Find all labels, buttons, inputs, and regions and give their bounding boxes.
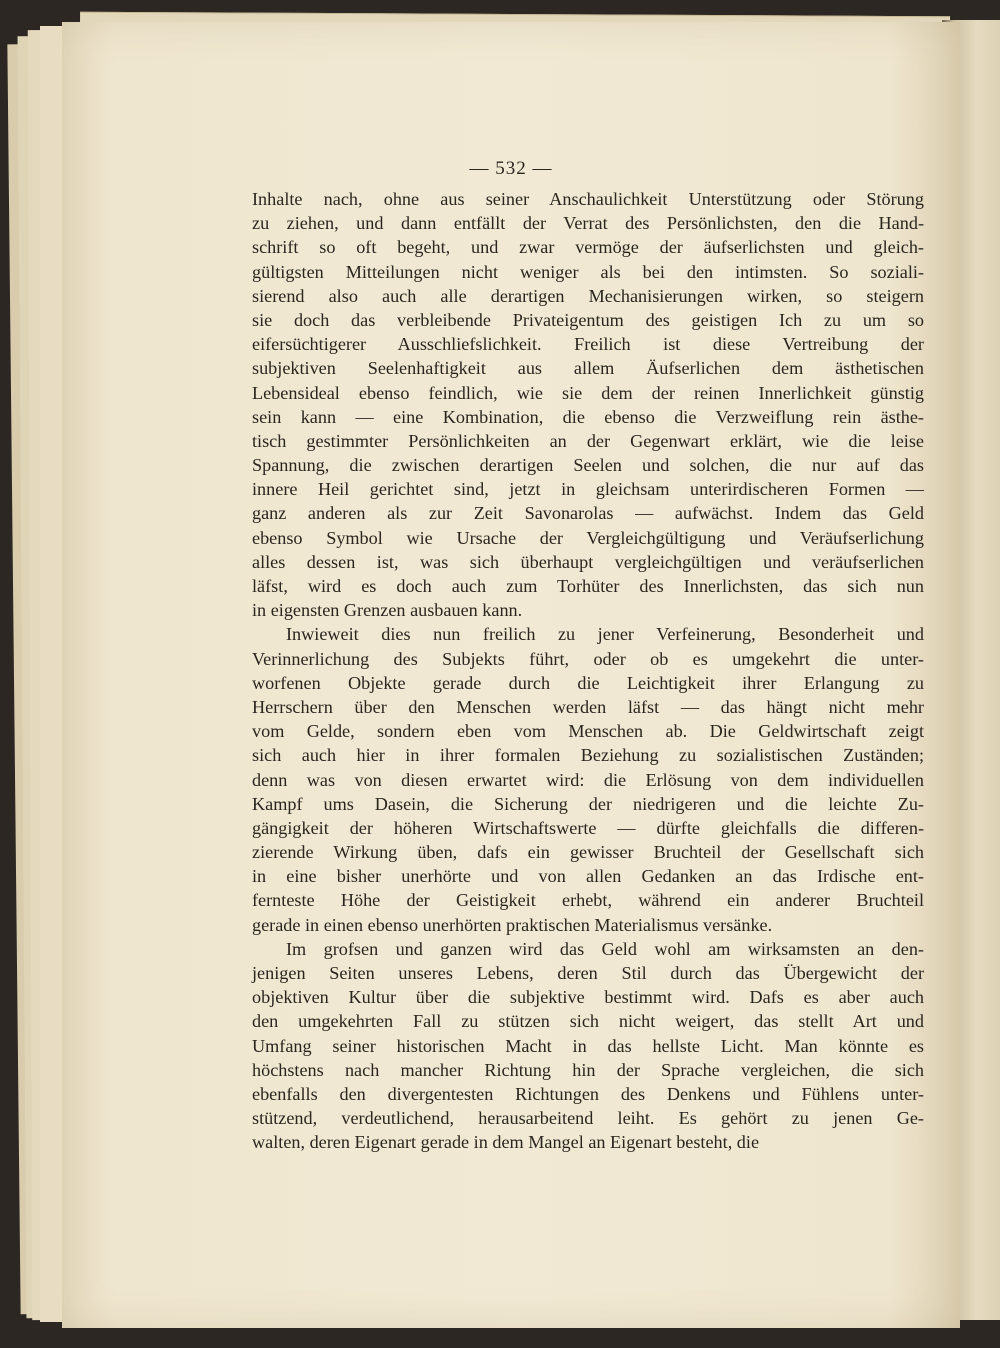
text-line: höchstens nach mancher Richtung hin der Sprache vergleichen, die sich — [252, 1059, 924, 1080]
text-line: ganz anderen als zur Zeit Savonarolas — aufwächst. Indem das Geld — [252, 503, 924, 524]
text-line: Inwieweit dies nun freilich zu jener Verfeinerung, Besonderheit und — [286, 624, 924, 645]
body-text — [252, 187, 924, 1155]
text-line: in eine bisher unerhörte und von allen Gedanken an das Irdische ent- — [252, 866, 924, 887]
text-line: ebenfalls den divergentesten Richtungen des Denkens und Fühlens unter- — [252, 1083, 924, 1104]
text-line: walten, deren Eigenart gerade in dem Mangel an Eigenart besteht, die — [252, 1132, 760, 1153]
text-line: in eigensten Grenzen ausbauen kann. — [252, 600, 523, 621]
paragraph — [252, 187, 924, 622]
text-line: gerade in einen ebenso unerhörten praktischen Materialismus versänke. — [252, 914, 773, 935]
text-line: Umfang seiner historischen Macht in das hellste Licht. Man könnte es — [252, 1035, 924, 1056]
text-line: jenigen Seiten unseres Lebens, deren Stil durch das Übergewicht der — [252, 963, 924, 983]
text-line: innere Heil gerichtet sind, jetzt in gleichsam unterirdischeren Formen — — [252, 479, 924, 500]
text-line: sierend also auch alle derartigen Mechanisierungen wirken, so steigern — [252, 285, 924, 306]
paragraph — [252, 937, 924, 1155]
text-line: sein kann — eine Kombination, die ebenso die Verzweiflung rein ästhe- — [252, 406, 924, 427]
text-line: Lebensideal ebenso feindlich, wie sie dem der reinen Innerlichkeit günstig — [252, 382, 924, 403]
text-line: ebenso Symbol wie Ursache der Vergleichgültigung und Veräufserlichung — [252, 527, 924, 548]
text-line: vom Gelde, sondern eben vom Menschen ab. Die Geldwirtschaft zeigt — [252, 721, 924, 742]
text-line: sie doch das verbleibende Privateigentum des geistigen Ich zu um so — [252, 309, 924, 330]
text-line: tisch gestimmter Persönlichkeiten an der Gegenwart erklärt, wie die leise — [252, 430, 924, 451]
text-line: schrift so oft begeht, und zwar vermöge der äufserlichsten und gleich- — [252, 237, 924, 258]
text-line: Spannung, die zwischen derartigen Seelen und solchen, die nur auf das — [252, 455, 924, 476]
text-line: Inhalte nach, ohne aus seiner Anschaulichkeit Unterstützung oder Störung — [252, 189, 924, 209]
text-line: objektiven Kultur über die subjektive bestimmt wird. Dafs es aber auch — [252, 987, 924, 1008]
text-line: denn was von diesen erwartet wird: die Erlösung von dem individuellen — [252, 769, 924, 790]
book-page — [62, 22, 960, 1328]
text-line: Verinnerlichung des Subjekts führt, oder ob es umgekehrt die unter- — [252, 648, 924, 669]
paragraph — [252, 622, 924, 936]
text-line: stützend, verdeutlichend, herausarbeitend leiht. Es gehört zu jenen Ge- — [252, 1108, 924, 1129]
text-line: alles dessen ist, was sich überhaupt vergleichgültigen und veräufserlichen — [252, 551, 924, 572]
text-line: fernteste Höhe der Geistigkeit erhebt, während ein anderer Bruchteil — [252, 890, 924, 911]
text-line: subjektiven Seelenhaftigkeit aus allem Äufserlichen dem ästhetischen — [252, 358, 924, 379]
text-line: gültigsten Mitteilungen nicht weniger als bei den intimsten. So soziali- — [252, 261, 924, 282]
text-line: worfenen Objekte gerade durch die Leichtigkeit ihrer Erlangung zu — [252, 672, 924, 693]
text-line: zierende Wirkung üben, dafs ein gewisser Bruchteil der Gesellschaft sich — [252, 842, 924, 863]
text-line: läfst, wird es doch auch zum Torhüter des Innerlichsten, das sich nun — [252, 576, 924, 596]
text-line: den umgekehrten Fall zu stützen sich nicht weigert, das stellt Art und — [252, 1011, 924, 1032]
text-line: gängigkeit der höheren Wirtschaftswerte — dürfte gleichfalls die differen- — [252, 817, 924, 838]
text-line: sich auch hier in ihrer formalen Beziehung zu sozialistischen Zuständen; — [252, 745, 924, 766]
text-line: Im grofsen und ganzen wird das Geld wohl am wirksamsten an den- — [286, 938, 924, 959]
text-line: Kampf ums Dasein, die Sicherung der niedrigeren und die leichte Zu- — [252, 793, 924, 814]
page-number: — 532 — — [469, 158, 553, 179]
text-line: zu ziehen, und dann entfällt der Verrat des Persönlichsten, den die Hand- — [252, 213, 924, 234]
text-line: Herrschern über den Menschen werden läfst — das hängt nicht mehr — [252, 696, 924, 717]
text-line: eifersüchtigerer Ausschliefslichkeit. Freilich ist diese Vertreibung der — [252, 334, 924, 355]
